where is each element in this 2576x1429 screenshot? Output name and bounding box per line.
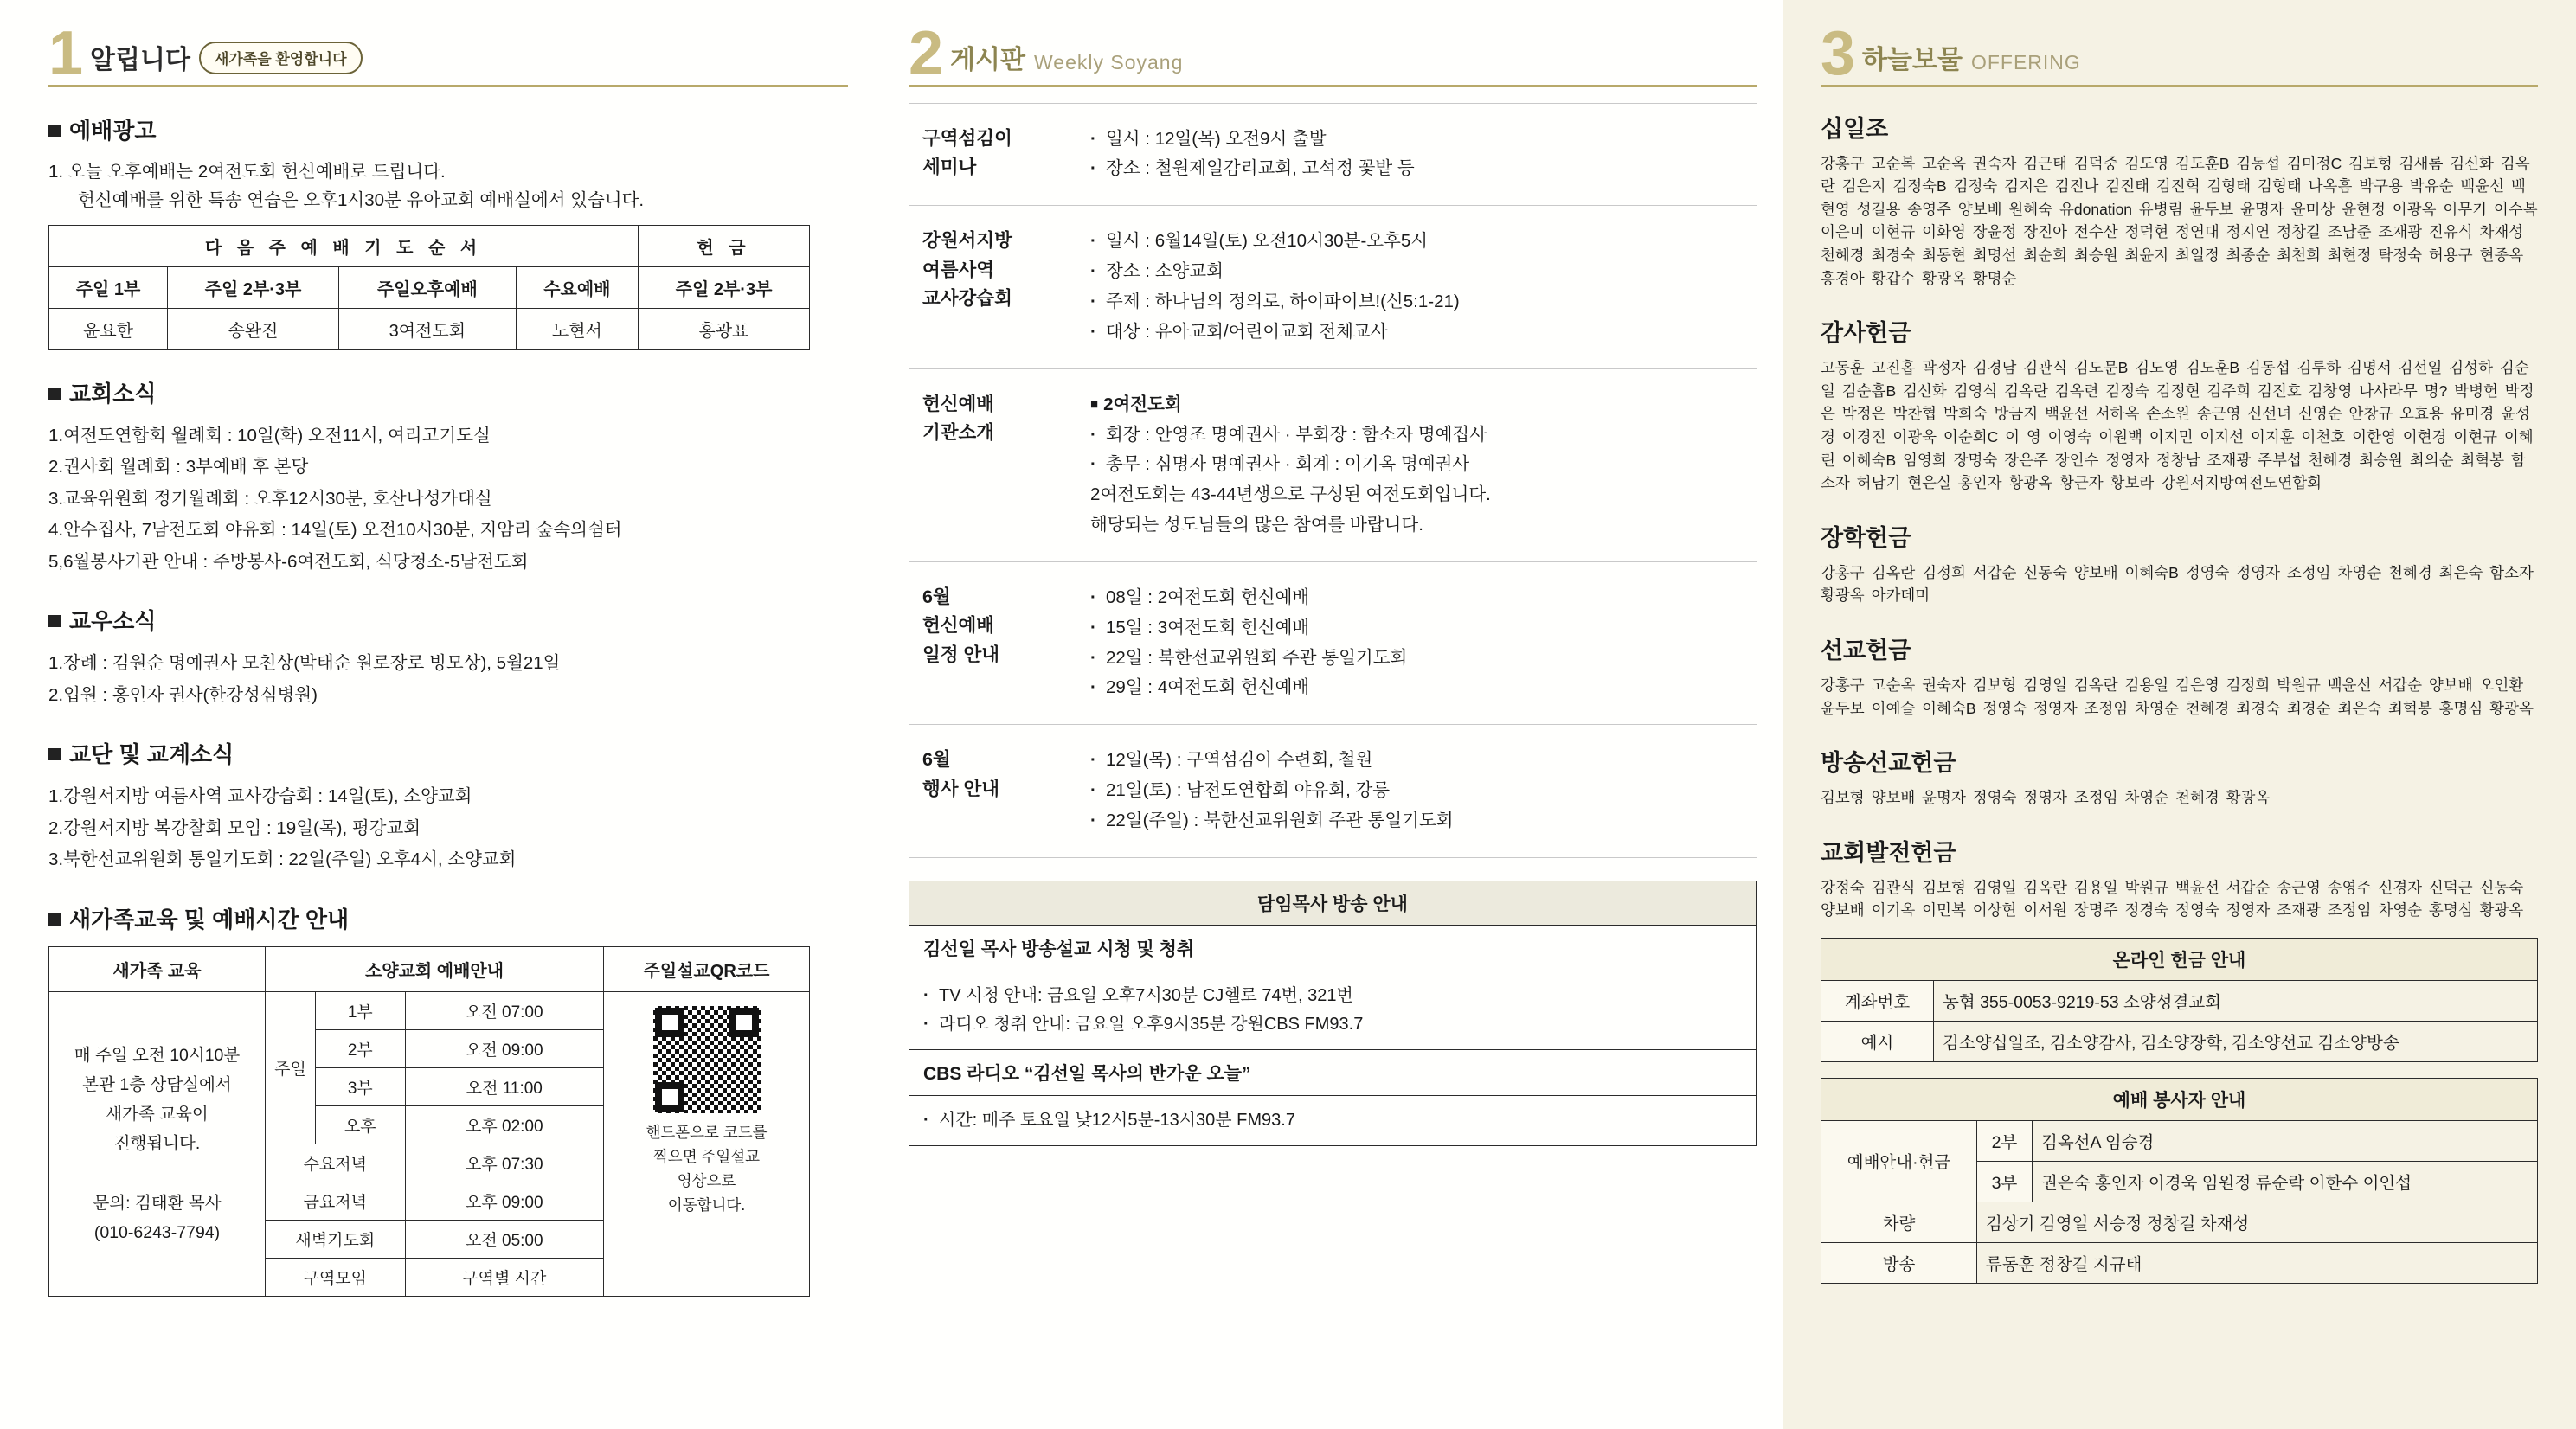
nf-service-time: 구역별 시간 <box>405 1258 603 1296</box>
section-header-3 <box>1821 19 2538 88</box>
sermon-qr-cell[interactable] <box>604 991 810 1296</box>
column-board <box>883 0 1783 1429</box>
broadcast-box <box>909 881 1757 1146</box>
row-line: · 29일 : 4여전도회 헌신예배 <box>1090 673 1751 703</box>
prayer-col-0: 주일 1부 <box>49 267 168 309</box>
worship-notice-line-1: 1. 오늘 오후예배는 2여전도회 헌신예배로 드립니다. <box>48 161 446 182</box>
row-line: · 21일(토) : 남전도연합회 야유회, 강릉 <box>1090 776 1751 806</box>
row-value <box>1090 561 1757 724</box>
nf-group-sunday: 주일 <box>266 991 316 1144</box>
online-offering-table <box>1821 938 2538 1062</box>
section-title: 알립니다 <box>90 45 190 74</box>
row-line: · 12일(목) : 구역섬김이 수련회, 철원 <box>1090 746 1751 776</box>
row-line: · 주제 : 하나님의 정의로, 하이파이브!(신5:1-21) <box>1090 287 1751 317</box>
online-offering-caption: 온라인 헌금 안내 <box>1821 938 2538 980</box>
row-line: · 총무 : 심명자 명예권사 · 회계 : 이기옥 명예권사 <box>1090 450 1751 480</box>
list-item: 5,6월봉사기관 안내 : 주방봉사-6여전도회, 식당청소-5남전도회 <box>48 551 529 572</box>
row-key: 예시 <box>1821 1021 1934 1061</box>
sermon-qr-code[interactable] <box>653 1006 761 1113</box>
row-line: · 08일 : 2여전도회 헌신예배 <box>1090 583 1751 613</box>
prayer-table-head-right: 헌 금 <box>639 226 810 267</box>
table-row <box>1821 980 2538 1021</box>
broadcast-line: · 라디오 청취 안내: 금요일 오후9시35분 강원CBS FM93.7 <box>923 1010 1742 1039</box>
list-item: 1.여전도연합회 월례회 : 10일(화) 오전11시, 여리고기도실 <box>48 426 491 445</box>
row-value: 권은숙 홍인자 이경욱 임원정 류순락 이한수 이인섭 <box>2033 1161 2538 1202</box>
prayer-val-3: 노현서 <box>516 309 638 350</box>
list-item: 4.안수집사, 7남전도회 야유회 : 14일(토) 오전10시30분, 지암리 숲속의쉼터 <box>48 520 622 541</box>
square-bullet-icon <box>48 748 61 760</box>
broadcast-subtitle-2: CBS 라디오 “김선일 목사의 반가운 오늘” <box>909 1050 1756 1096</box>
list-item: 2.권사회 월례회 : 3부예배 후 본당 <box>48 457 309 477</box>
offering-group-names: 김보형 양보배 윤명자 정영숙 정영자 조정임 차영순 천혜경 황광옥 <box>1821 789 2271 807</box>
nf-service-time: 오전 09:00 <box>405 1029 603 1067</box>
nf-header-1: 소양교회 예배안내 <box>266 946 604 991</box>
offering-group-title: 교회발전헌금 <box>1821 839 1956 866</box>
offering-group-names: 고동훈 고진홉 곽정자 김경남 김관식 김도문B 김도영 김도훈B 김동섭 김루하 김명서 김선일 김성하 김순일 김순흡B 김신화 김영식 김옥란 김옥련 김정숙 김정현 김주희 김진호 김창영 나사라무 명? 박병헌 박정은 박정은 박찬협 박희숙 방금지 백윤선 서하옥 손소원 송근영 신선녀 신영순 안창규 오효용 유미경 윤성경 이경진 이광욱 이순희C 이 영 이영숙 이원백 이지민 이지선 이지훈 이천호 이한영 이현경 이현규 이혜린 이혜숙B 임영희 장명숙 장은주 장인수 정영자 정창남 조재광 주부섭 천혜경 최승원 최의순 최혁봉 함소자 허남기 현은실 홍인자 황광옥 황근자 황보라 강원서지방여전도연합회 <box>1821 359 2534 492</box>
row-subkey: 2부 <box>1977 1120 2033 1161</box>
nf-service-name: 2부 <box>316 1029 406 1067</box>
square-bullet-icon <box>48 388 61 400</box>
nf-service-time: 오전 05:00 <box>405 1220 603 1258</box>
offering-group-title: 장학헌금 <box>1821 524 1911 551</box>
nf-header-0: 새가족 교육 <box>49 946 266 991</box>
row-subkey: 3부 <box>1977 1161 2033 1202</box>
nf-service-name: 오후 <box>316 1105 406 1144</box>
table-row <box>909 206 1757 368</box>
welcome-badge: 새가족을 환영합니다 <box>199 42 363 74</box>
section-header-1 <box>48 19 848 88</box>
broadcast-body-1 <box>909 971 1756 1050</box>
volunteer-table <box>1821 1078 2538 1284</box>
table-row <box>909 725 1757 858</box>
prayer-val-1: 송완진 <box>168 309 339 350</box>
prayer-col-3: 수요예배 <box>516 267 638 309</box>
table-row <box>1821 1021 2538 1061</box>
section-title-en: Weekly Soyang <box>1034 50 1184 74</box>
denomination-news-list <box>48 781 848 875</box>
row-key: 6월 헌신예배 일정 안내 <box>922 586 1000 665</box>
new-family-title: 새가족교육 및 예배시간 안내 <box>48 902 848 934</box>
row-value <box>1090 103 1757 206</box>
row-value: 류동훈 정창길 지규태 <box>1977 1242 2538 1283</box>
denomination-news-title: 교단 및 교계소식 <box>48 737 848 769</box>
table-row <box>1821 1242 2538 1283</box>
section-number: 1 <box>48 19 82 88</box>
row-value: 김소양십일조, 김소양감사, 김소양장학, 김소양선교 김소양방송 <box>1934 1021 2538 1061</box>
offering-group-title: 방송선교헌금 <box>1821 750 1956 777</box>
nf-service-time: 오전 07:00 <box>405 991 603 1029</box>
row-key: 6월 행사 안내 <box>922 749 1000 799</box>
section-number: 2 <box>909 19 942 88</box>
column-announcements <box>0 0 883 1429</box>
table-row <box>909 103 1757 206</box>
offering-group-names: 강홍구 김옥란 김정희 서갑순 신동숙 양보배 이혜숙B 정영숙 정영자 조정임 차영순 천혜경 최은숙 함소자 황광옥 아카데미 <box>1821 563 2534 605</box>
list-item: 2.강원서지방 복강찰회 모임 : 19일(목), 평강교회 <box>48 817 421 838</box>
prayer-order-table <box>48 225 810 350</box>
row-value <box>1090 725 1757 858</box>
church-news-list <box>48 420 848 578</box>
row-line: · 대상 : 유아교회/어린이교회 전체교사 <box>1090 317 1751 348</box>
nf-service-time: 오전 11:00 <box>405 1067 603 1105</box>
row-value: 김상기 김영일 서승정 정창길 차재성 <box>1977 1202 2538 1242</box>
list-item: 2.입원 : 홍인자 권사(한강성심병원) <box>48 684 318 705</box>
list-item: 3.교육위원회 정기월례회 : 오후12시30분, 호산나성가대실 <box>48 488 492 509</box>
section-number: 3 <box>1821 19 1854 88</box>
nf-service-name: 1부 <box>316 991 406 1029</box>
prayer-col-2: 주일오후예배 <box>338 267 516 309</box>
member-news-list <box>48 648 848 711</box>
prayer-val-2: 3여전도회 <box>338 309 516 350</box>
table-row <box>909 561 1757 724</box>
row-line: · 장소 : 소양교회 <box>1090 257 1751 287</box>
section-title: 하늘보물 <box>1862 45 1963 74</box>
nf-service-time: 오후 02:00 <box>405 1105 603 1144</box>
row-paragraph: 2여전도회는 43-44년생으로 구성된 여전도회입니다. <box>1090 484 1491 505</box>
qr-note: 핸드폰으로 코드를 찍으면 주일설교 영상으로 이동합니다. <box>646 1123 768 1214</box>
list-item: 1.강원서지방 여름사역 교사강습회 : 14일(토), 소양교회 <box>48 786 472 807</box>
board-table <box>909 103 1757 858</box>
broadcast-subtitle-1: 김선일 목사 방송설교 시청 및 청취 <box>909 926 1756 971</box>
row-line: · 일시 : 6월14일(토) 오전10시30분-오후5시 <box>1090 227 1751 257</box>
row-value <box>1090 368 1757 561</box>
row-key: 헌신예배 기관소개 <box>922 393 995 443</box>
prayer-val-0: 윤요한 <box>49 309 168 350</box>
nf-service-name: 새벽기도회 <box>266 1220 406 1258</box>
nf-service-name: 3부 <box>316 1067 406 1105</box>
list-item: 1.장례 : 김원순 명예권사 모친상(박태순 원로장로 빙모상), 5월21일 <box>48 653 561 674</box>
member-news-title: 교우소식 <box>48 604 848 636</box>
square-bullet-icon <box>48 913 61 926</box>
volunteer-caption: 예배 봉사자 안내 <box>1821 1078 2538 1120</box>
broadcast-body-2 <box>909 1096 1756 1145</box>
church-news-title: 교회소식 <box>48 376 848 408</box>
prayer-col-1: 주일 2부·3부 <box>168 267 339 309</box>
section-title: 게시판 <box>950 45 1025 74</box>
list-item: 3.북한선교위원회 통일기도회 : 22일(주일) 오후4시, 소양교회 <box>48 849 517 870</box>
nf-left-text: 매 주일 오전 10시10분 본관 1층 상담실에서 새가족 교육이 진행됩니다. 문의: 김태환 목사 (010-6243-7794) <box>49 991 266 1296</box>
row-line: · 회장 : 안영조 명예권사 · 부회장 : 함소자 명예집사 <box>1090 420 1751 451</box>
row-subhead: ■ 2여전도회 <box>1090 394 1182 414</box>
row-key: 차량 <box>1821 1202 1977 1242</box>
square-bullet-icon <box>48 615 61 627</box>
nf-service-time: 오후 07:30 <box>405 1144 603 1182</box>
row-key: 강원서지방 여름사역 교사강습회 <box>922 230 1012 309</box>
square-bullet-icon <box>48 125 61 137</box>
nf-service-name: 수요저녁 <box>266 1144 406 1182</box>
worship-notice-title: 예배광고 <box>48 113 848 145</box>
row-line: · 22일 : 북한선교위원회 주관 통일기도회 <box>1090 644 1751 674</box>
table-row <box>1821 1202 2538 1242</box>
nf-service-name: 금요저녁 <box>266 1182 406 1220</box>
broadcast-line: · TV 시청 안내: 금요일 오후7시30분 CJ헬로 74번, 321번 <box>923 982 1742 1010</box>
row-line: · 22일(주일) : 북한선교위원회 주관 통일기도회 <box>1090 806 1751 836</box>
row-key: 구역섬김이 세미나 <box>922 127 1012 177</box>
offering-group-title: 선교헌금 <box>1821 637 1911 663</box>
prayer-table-head-left: 다 음 주 예 배 기 도 순 서 <box>49 226 639 267</box>
column-offering <box>1783 0 2576 1429</box>
offering-group-names: 강정숙 김관식 김보형 김영일 김옥란 김용일 박원규 백윤선 서갑순 송근영 송영주 신경자 신덕근 신동숙 양보배 이기옥 이민복 이상현 이서원 장명주 정경숙 정영숙 정영자 조재광 조정임 차영순 홍명심 황광옥 <box>1821 878 2524 920</box>
row-line: · 일시 : 12일(목) 오전9시 출발 <box>1090 125 1751 155</box>
section-title-en: OFFERING <box>1970 50 2081 74</box>
offering-group-names: 강홍구 고순옥 권숙자 김보형 김영일 김옥란 김용일 김은영 김정희 박원규 백윤선 서갑순 양보배 오인환 윤두보 이예슬 이혜숙B 정영숙 정영자 조정임 차영순 천혜경 최경숙 최경순 최은숙 최혁봉 홍명심 황광옥 <box>1821 676 2534 717</box>
row-paragraph: 해당되는 성도님들의 많은 참여를 바랍니다. <box>1090 515 1423 535</box>
row-value: 김옥선A 임승경 <box>2033 1120 2538 1161</box>
worship-notice-line-2: 헌신예배를 위한 특송 연습은 오후1시30분 유아교회 예배실에서 있습니다. <box>78 189 645 210</box>
row-key: 계좌번호 <box>1821 980 1934 1021</box>
row-key: 예배안내·헌금 <box>1821 1120 1977 1202</box>
row-value <box>1090 206 1757 368</box>
table-row <box>1821 1120 2538 1161</box>
new-family-table <box>48 946 810 1297</box>
offering-group-title: 십일조 <box>1821 115 1889 142</box>
row-line: · 장소 : 철원제일감리교회, 고석정 꽃밭 등 <box>1090 154 1751 184</box>
row-key: 방송 <box>1821 1242 1977 1283</box>
broadcast-line: · 시간: 매주 토요일 낮12시5분-13시30분 FM93.7 <box>923 1106 1742 1135</box>
nf-service-name: 구역모임 <box>266 1258 406 1296</box>
prayer-col-4: 주일 2부·3부 <box>639 267 810 309</box>
nf-header-2: 주일설교QR코드 <box>604 946 810 991</box>
broadcast-title: 담임목사 방송 안내 <box>909 881 1756 926</box>
row-value: 농협 355-0053-9219-53 소양성결교회 <box>1934 980 2538 1021</box>
offering-group-names: 강홍구 고순복 고순옥 권숙자 김근태 김덕중 김도영 김도훈B 김동섭 김미정C 김보형 김새롬 김신화 김옥란 김은지 김정숙B 김정숙 김지은 김진나 김진태 김진혁 김형태 김형태 나옥흠 박구용 박유순 백윤선 백현영 성길용 송영주 양보배 원혜숙 유donation 유병림 윤두보 윤명자 윤미상 윤현정 이광옥 이무기 이수복 이은미 이현규 이화영 장윤정 장진아 전수산 정덕현 정연대 정지연 정창길 조남준 조재광 진유식 차재성 천혜경 최경숙 최동현 최명선 최순희 최승원 최윤지 최일정 최종순 최천희 최현정 탁정숙 허용구 현종옥 홍경아 황갑수 황광옥 황명순 <box>1821 154 2538 287</box>
table-row <box>909 368 1757 561</box>
offering-group-title: 감사헌금 <box>1821 320 1911 347</box>
section-header-2 <box>909 19 1757 88</box>
nf-service-time: 오후 09:00 <box>405 1182 603 1220</box>
row-line: · 15일 : 3여전도회 헌신예배 <box>1090 613 1751 644</box>
prayer-val-4: 홍광표 <box>639 309 810 350</box>
